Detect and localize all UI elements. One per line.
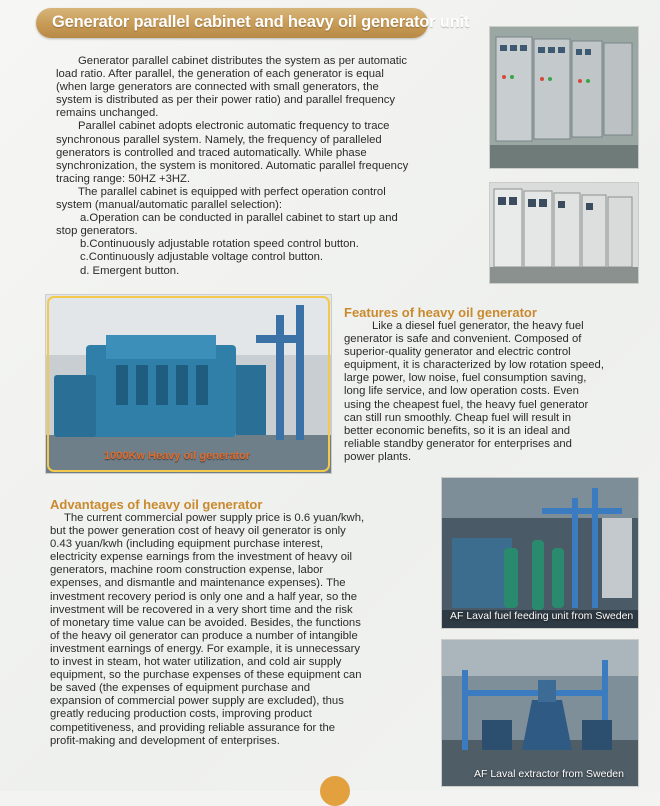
intro-line: Generator parallel cabinet distributes the system as per automatic [78,55,408,67]
features-line: Like a diesel fuel generator, the heavy fuel [372,320,584,332]
advantages-paragraph [50,512,422,748]
advantages-heading: Advantages of heavy oil generator [50,497,263,512]
intro-line: (when large generators are connected with small generators, the [56,81,379,94]
page-number-tab [320,776,350,806]
extractor-caption: AF Laval extractor from Sweden [474,768,624,780]
intro-line: system (manual/automatic parallel selection): [56,199,283,212]
advantages-line: profit-making and development of enterprises. [50,734,280,747]
generator-caption: 1000Kw Heavy oil generator [104,450,251,462]
intro-line: synchronous parallel system. Namely, the frequency of paralleled [56,133,382,146]
features-line: equipment, it is characterized by low rotation speed, [344,359,604,372]
advantages-line: investment recovery period is only one and a half year, so the [50,590,358,603]
advantages-line: expansion of commercial power supply are excluded), thus [50,695,344,708]
advantages-line: but the power generation cost of heavy oil generator is only [50,525,346,538]
features-line: better economic benefits, so it is an ideal and [344,424,571,437]
advantages-line: greatly reducing production costs, improving product [50,708,312,721]
intro-line: c.Continuously adjustable voltage control button. [80,251,324,264]
features-line: superior-quality generator and electric control [344,346,571,359]
advantages-line: of monetary time value can be avoided. Besides, the functions [50,616,361,629]
features-paragraph [344,320,644,464]
page-title: Generator parallel cabinet and heavy oil generator unit [52,13,470,31]
parallel-cabinet-photo-2 [490,183,638,283]
advantages-line: The current commercial power supply price is 0.6 yuan/kwh, [64,512,365,524]
title-banner [36,8,470,38]
advantages-line: of the heavy oil generator can produce a number of intangible [50,629,358,642]
features-heading: Features of heavy oil generator [344,305,537,320]
advantages-line: competitiveness, and providing reliable assurance for the [50,721,336,734]
advantages-line: electricity expense earnings from the investment of heavy oil [50,551,353,564]
parallel-cabinet-photo-1 [490,27,638,168]
intro-line: d. Emergent button. [80,264,180,277]
advantages-line: investment earnings of energy. For example, it is unnecessary [50,642,360,655]
intro-line: tracing range: 50HZ +3HZ. [56,172,191,185]
advantages-line: equipment, so the purchase expenses of these equipment can [50,669,362,682]
intro-line: Parallel cabinet adopts electronic automatic frequency to trace [78,120,390,133]
features-line: large power, low noise, fuel consumption saving, [344,372,587,385]
intro-line: b.Continuously adjustable rotation speed control button. [80,238,359,251]
advantages-line: investment will be recovered in a very short time and the risk [50,603,353,616]
advantages-line: 0.43 yuan/kwh (including equipment purchase interest, [50,538,324,551]
extractor-photo [442,640,638,786]
features-line: power plants. [344,450,412,463]
advantages-line: generators, machine room construction expense, labor [50,564,324,577]
intro-line: synchronization, the system is monitored. Automatic parallel frequency [56,159,409,172]
features-line: using the cheapest fuel, the heavy fuel generator [344,398,589,411]
features-line: can still run smoothly. Cheap fuel will result in [344,411,572,424]
advantages-line: to invest in steam, hot water utilization, and cold air supply [50,656,342,669]
intro-paragraphs [56,55,470,278]
intro-line: generators is controlled and traced automatically. While phase [56,146,367,159]
advantages-line: expenses, and dismantle and maintenance expenses). The [50,577,346,590]
features-line: generator is safe and convenient. Composed of [344,333,582,346]
intro-line: a.Operation can be conducted in parallel cabinet to start up and [80,212,398,225]
intro-line: The parallel cabinet is equipped with perfect operation control [78,185,386,198]
intro-line: load ratio. After parallel, the generation of each generator is equal [56,68,384,81]
fuel-unit-caption: AF Laval fuel feeding unit from Sweden [450,610,634,622]
intro-line: remains unchanged. [56,107,159,120]
fuel-feeding-unit-photo [442,478,638,628]
features-line: reliable standby generator for enterprises and [344,437,572,450]
heavy-oil-generator-photo [46,295,331,473]
intro-line: system is distributed as per their power ratio) and parallel frequency [56,94,396,107]
features-line: long life service, and low operation costs. Even [344,385,579,398]
advantages-line: be saved (the expenses of equipment purchase and [50,682,311,695]
intro-line: stop generators. [56,225,138,238]
